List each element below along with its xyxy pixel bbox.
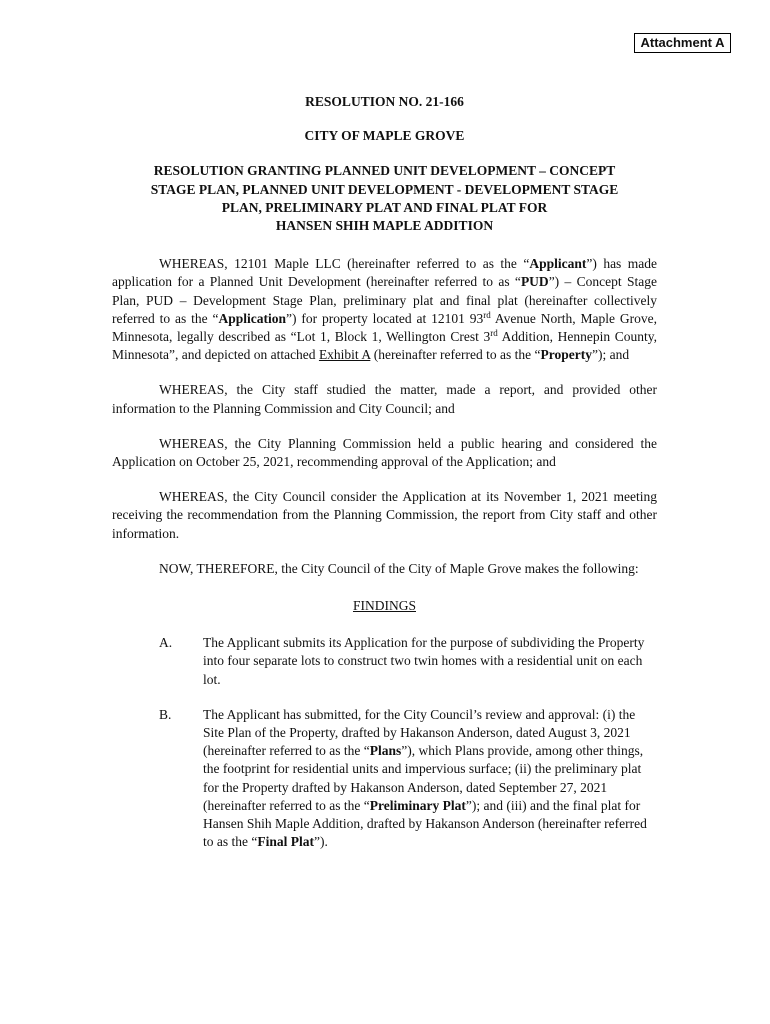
defined-term: PUD (520, 274, 549, 290)
title-line: STAGE PLAN, PLANNED UNIT DEVELOPMENT - DEVELOPMENT STAGE (150, 181, 619, 197)
defined-term: Plans (369, 743, 402, 759)
defined-term: Application (218, 310, 286, 326)
title-line: RESOLUTION GRANTING PLANNED UNIT DEVELOPMENT – CONCEPT (153, 163, 616, 179)
title-line: PLAN, PRELIMINARY PLAT AND FINAL PLAT FOR (221, 199, 548, 215)
whereas-paragraph-1: WHEREAS, 12101 Maple LLC (hereinafter referred to as the “Applicant”) has made application for a Planned Unit Development (hereinafter referred to as “PUD”) – Concept Stage Plan, PUD – Development Stage Plan, preliminary plat and final plat (hereinafter collectively referred to as the “Application”) for property located at 12101 93rd Avenue North, Maple Grove, Minnesota, legally described as “Lot 1, Block 1, Wellington Crest 3rd Addition, Hennepin County, Minnesota”, and depicted on attached Exhibit A (hereinafter referred to as the “Property”); and (112, 256, 658, 363)
defined-term: Preliminary Plat (369, 797, 466, 813)
defined-term: Final Plat (257, 834, 314, 850)
title-line: HANSEN SHIH MAPLE ADDITION (275, 218, 494, 234)
finding-text: The Applicant submits its Application for the purpose of subdividing the Property into four separate lots to construct two twin homes with a residential unit on each lot. (203, 635, 645, 687)
resolution-number: RESOLUTION NO. 21-166 (305, 94, 464, 109)
defined-term: Property (540, 347, 592, 363)
now-therefore-paragraph: NOW, THEREFORE, the City Council of the City of Maple Grove makes the following: (159, 560, 639, 576)
finding-a (112, 634, 657, 689)
attachment-label: Attachment A (634, 33, 731, 53)
city-name: CITY OF MAPLE GROVE (304, 128, 465, 144)
exhibit-reference: Exhibit A (318, 347, 371, 363)
whereas-paragraph-2: WHEREAS, the City staff studied the matter, made a report, and provided other information to the Planning Commission and City Council; and (112, 382, 657, 416)
document-body (112, 93, 657, 852)
finding-text: The Applicant has submitted, for the City Council’s review and approval: (i) the Site Plan of the Property, drafted by Hakanson Anderson, dated August 3, 2021 (hereinafter referred to as the “Plans”), which Plans provide, among other things, the footprint for residential units and impervious surface; (ii) the preliminary plat for the Property drafted by Hakanson Anderson, dated September 27, 2021 (hereinafter referred to as the “Preliminary Plat”); and (iii) and the final plat for Hansen Shih Maple Addition, drafted by Hakanson Anderson (hereinafter referred to as the “Final Plat”). (203, 706, 647, 850)
defined-term: Applicant (529, 256, 587, 272)
finding-letter: A. (159, 635, 173, 651)
resolution-title (112, 162, 657, 235)
whereas-paragraph-3: WHEREAS, the City Planning Commission held a public hearing and considered the Application on October 25, 2021, recommending approval of the Application; and (112, 435, 657, 470)
whereas-paragraph-4: WHEREAS, the City Council consider the Application at its November 1, 2021 meeting receiving the recommendation from the Planning Commission, the report from City staff and other information. (112, 489, 657, 541)
finding-letter: B. (159, 706, 172, 722)
finding-b (112, 706, 657, 852)
findings-heading: FINDINGS (352, 598, 416, 614)
